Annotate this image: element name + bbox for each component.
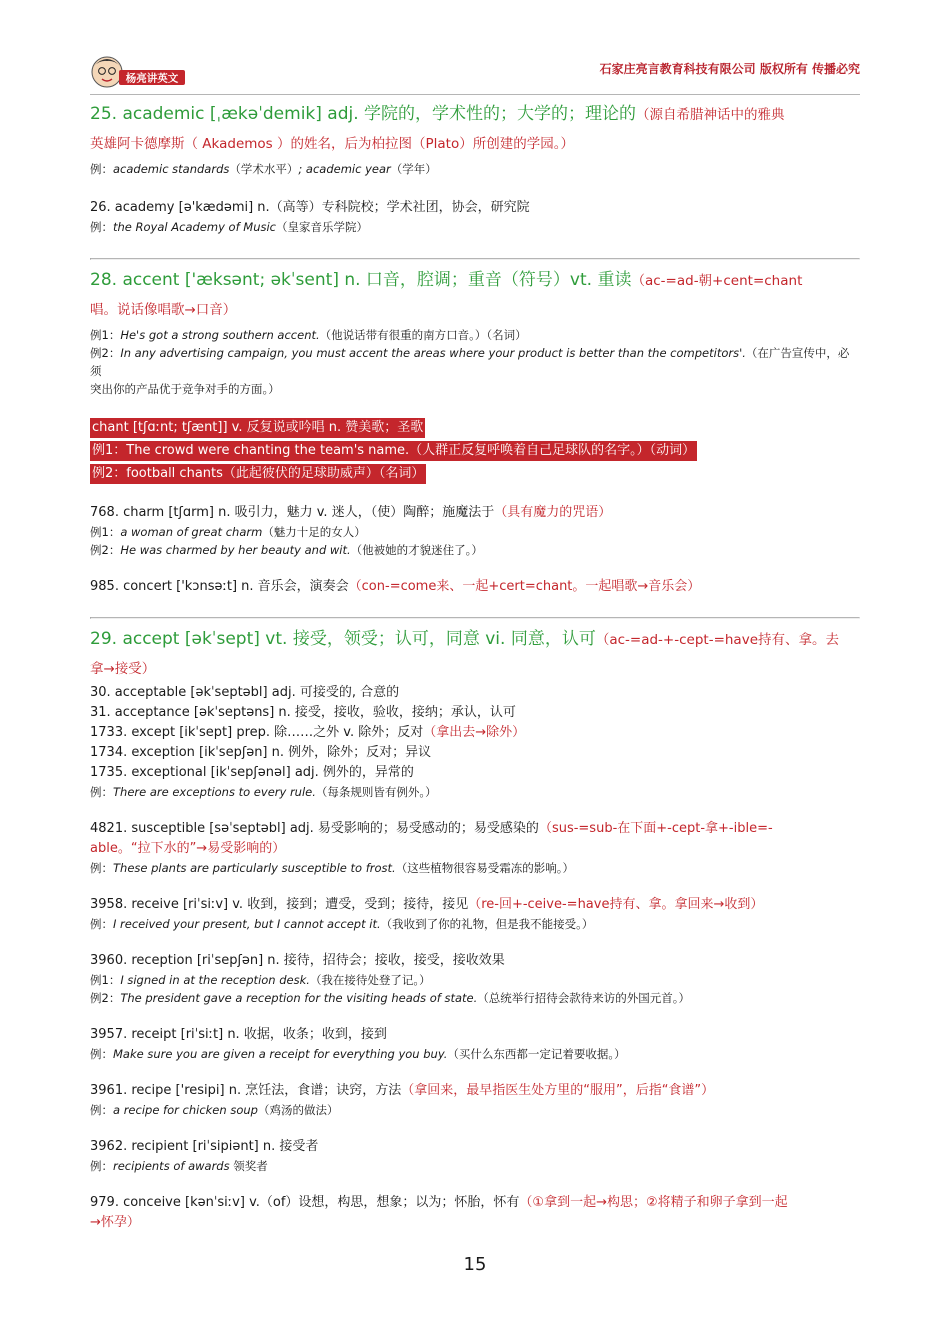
example-english: He's got a strong southern accent. — [120, 328, 320, 342]
highlight-line: 例1：The crowd were chanting the team's name.（人群正反复呼唤着自己足球队的名字。）（动词） — [90, 441, 697, 461]
example-english: the Royal Academy of Music — [113, 220, 276, 234]
example-chinese: （他被她的才貌迷住了。） — [350, 543, 483, 557]
example-english: a woman of great charm — [120, 525, 263, 539]
example-chinese: （学年） — [390, 162, 437, 176]
example-english: In any advertising campaign, you must accent the areas where your product is better than the competitors'. — [120, 346, 746, 360]
example-prefix: 例2： — [90, 346, 121, 360]
example-prefix: 例： — [90, 1103, 113, 1117]
example-prefix: 例2： — [90, 543, 121, 557]
word-entry: 3960. reception [riˈsepʃən] n. 接待，招待会；接收，接受，接收效果 — [90, 953, 505, 968]
word-entry: 3962. recipient [riˈsipiənt] n. 接受者 — [90, 1139, 319, 1154]
example-prefix: 例2： — [90, 991, 121, 1005]
word-entry — [90, 577, 860, 597]
entry-head-text: 29. accept [əkˈsept] vt. 接受，领受；认可，同意 vi. 同意，认可 — [90, 629, 596, 649]
page-header — [90, 52, 860, 95]
example-chinese: （我收到了你的礼物，但是我不能接受。） — [380, 917, 594, 931]
example-line — [90, 1101, 860, 1119]
example-prefix: 例1： — [90, 525, 121, 539]
example-line — [90, 326, 860, 344]
word-entry: 26. academy [ə'kædəmi] n.（高等）专科院校；学术社团，协会，研究院 — [90, 200, 530, 215]
example-prefix: 例： — [90, 162, 113, 176]
example-english: I received your present, but I cannot accept it. — [113, 917, 381, 931]
word-entry: 31. acceptance [əkˈseptəns] n. 接受，接收，验收，接纳；承认，认可 — [90, 705, 516, 720]
highlight-line: chant [tʃɑːnt; tʃænt]] v. 反复说或吟唱 n. 赞美歌；圣歌 — [90, 418, 425, 438]
example-line — [90, 1045, 860, 1063]
word-text: 1733. except [ikˈsept] prep. 除……之外 v. 除外；反对 — [90, 725, 424, 740]
example-line — [90, 344, 860, 380]
example-chinese: （买什么东西都一定记着要收据。） — [447, 1047, 626, 1061]
word-text: 768. charm [tʃɑrm] n. 吸引力，魅力 v. 迷人，（使）陶醉；施魔法于 — [90, 505, 495, 520]
etymology-note: （ac-=ad-朝+cent=chant — [631, 273, 803, 289]
word-text: 3958. receive [riˈsiːv] v. 收到，接到；遭受，受到；接待，接见 — [90, 897, 469, 912]
word-text: 3961. recipe ['resipi] n. 烹饪法，食谱；诀窍，方法 — [90, 1083, 402, 1098]
example-english: a recipe for chicken soup — [113, 1103, 258, 1117]
example-prefix: 例： — [90, 917, 113, 931]
word-text: 4821. susceptible [səˈseptəbl] adj. 易受影响的；易受感动的；易受感染的 — [90, 821, 539, 836]
example-line — [90, 160, 860, 178]
etymology-note-cont — [90, 654, 860, 683]
entry-heading — [90, 266, 860, 295]
word-entry: 3957. receipt [riˈsiːt] n. 收据，收条；收到，接到 — [90, 1027, 387, 1042]
etymology-note-cont — [90, 129, 860, 158]
example-chinese: （鸡汤的做法） — [257, 1103, 339, 1117]
highlight-block — [90, 416, 860, 485]
etymology-note: （ac-=ad-+-cept-=have持有、拿。去 — [595, 632, 839, 648]
etymology-text: 拿→接受） — [90, 661, 156, 677]
page-content — [90, 100, 860, 1233]
example-chinese: （我在接待处登了记。） — [309, 973, 431, 987]
word-entry — [90, 1193, 860, 1213]
etymology-note: （源自希腊神话中的雅典 — [636, 107, 785, 123]
example-english: The president gave a reception for the visiting heads of state. — [120, 991, 478, 1005]
company-copyright: 石家庄亮言教育科技有限公司 版权所有 传播必究 — [599, 62, 860, 76]
example-line — [90, 915, 860, 933]
word-text: 985. concert ['kɔnsəːt] n. 音乐会，演奏会 — [90, 579, 349, 594]
example-english: He was charmed by her beauty and wit. — [120, 543, 351, 557]
word-entry — [90, 895, 860, 915]
example-line — [90, 859, 860, 877]
example-line — [90, 218, 860, 236]
example-english: There are exceptions to every rule. — [113, 785, 316, 799]
etymology-note-cont: able。“拉下水的”→易受影响的） — [90, 841, 286, 856]
example-line — [90, 1157, 860, 1175]
etymology-note: （①拿到一起→构思；②将精子和卵子拿到一起 — [519, 1195, 788, 1210]
word-entry — [90, 723, 860, 743]
example-line — [90, 541, 860, 559]
example-line — [90, 989, 860, 1007]
example-prefix: 例1： — [90, 328, 121, 342]
example-chinese: （他说话带有很重的南方口音。）（名词） — [319, 328, 527, 342]
section-accept — [90, 619, 860, 1233]
example-line — [90, 971, 860, 989]
entry-heading — [90, 100, 860, 129]
example-chinese: （总统举行招待会款待来访的外国元首。） — [477, 991, 691, 1005]
example-prefix: 例： — [90, 1047, 113, 1061]
etymology-note-cont — [90, 295, 860, 324]
example-english: These plants are particularly susceptible to frost. — [113, 861, 396, 875]
example-line — [90, 783, 860, 801]
example-line — [90, 523, 860, 541]
example-english: I signed in at the reception desk. — [120, 973, 310, 987]
example-english: recipients of awards — [113, 1159, 230, 1173]
example-chinese-cont: 突出你的产品优于竞争对手的方面。） — [90, 382, 280, 396]
example-chinese: （这些植物很容易受霜冻的影响。） — [395, 861, 574, 875]
page-number: 15 — [463, 1254, 487, 1275]
example-prefix: 例： — [90, 220, 113, 234]
word-text: 979. conceive [kənˈsiːv] v.（of）设想，构思，想象；以为；怀胎，怀有 — [90, 1195, 520, 1210]
etymology-note: （拿回来，最早指医生处方里的“服用”，后指“食谱”） — [401, 1083, 715, 1098]
example-prefix: 例： — [90, 785, 113, 799]
word-entry: 30. acceptable [əkˈseptəbl] adj. 可接受的, 合意的 — [90, 685, 400, 700]
example-chinese: （每条规则皆有例外。） — [315, 785, 437, 799]
example-chinese: 领奖者 — [229, 1159, 268, 1173]
section-accent — [90, 260, 860, 617]
word-entry: 1735. exceptional [ikˈsepʃənəl] adj. 例外的，异常的 — [90, 765, 414, 780]
word-entry: 1734. exception [ikˈsepʃən] n. 例外，除外；反对；异议 — [90, 745, 432, 760]
example-english: ; academic year — [298, 162, 391, 176]
etymology-note-cont: →怀孕） — [90, 1215, 140, 1230]
etymology-text: 唱。说话像唱歌→口音） — [90, 302, 237, 318]
example-prefix: 例： — [90, 861, 113, 875]
word-entry — [90, 503, 860, 523]
example-prefix: 例1： — [90, 973, 121, 987]
entry-heading — [90, 625, 860, 654]
example-chinese: （魅力十足的女人） — [262, 525, 366, 539]
word-entry — [90, 819, 860, 839]
etymology-note: （re-回+-ceive-=have持有、拿。拿回来→收到） — [468, 897, 764, 912]
etymology-note: （拿出去→除外） — [423, 725, 526, 740]
section-academic — [90, 100, 860, 258]
svg-text:杨亮讲英文: 杨亮讲英文 — [125, 72, 179, 85]
highlight-line: 例2：football chants（此起彼伏的足球助威声）（名词） — [90, 464, 426, 484]
example-prefix: 例： — [90, 1159, 113, 1173]
etymology-note: （sus-=sub-在下面+-cept-拿+-ible=- — [538, 821, 773, 836]
etymology-text: 英雄阿卡德摩斯（ Akademos ）的姓名，后为柏拉图（Plato）所创建的学园。） — [90, 136, 574, 152]
etymology-note: （con-=come来、一起+cert=chant。一起唱歌→音乐会） — [348, 579, 701, 594]
example-english: academic standards — [113, 162, 230, 176]
entry-head-text: 28. accent ['æksənt; əkˈsent] n. 口音，腔调；重音（符号）vt. 重读 — [90, 270, 632, 290]
example-chinese: （在广告宣传中，必须 — [90, 346, 850, 378]
entry-head-text: 25. academic [ˌækəˈdemik] adj. 学院的，学术性的；大学的；理论的 — [90, 104, 637, 124]
example-chinese: （学术水平） — [229, 162, 299, 176]
word-entry — [90, 1081, 860, 1101]
example-chinese: （皇家音乐学院） — [276, 220, 368, 234]
example-english: Make sure you are given a receipt for everything you buy. — [113, 1047, 448, 1061]
brand-logo — [90, 54, 190, 90]
etymology-note: （具有魔力的咒语） — [494, 505, 612, 520]
